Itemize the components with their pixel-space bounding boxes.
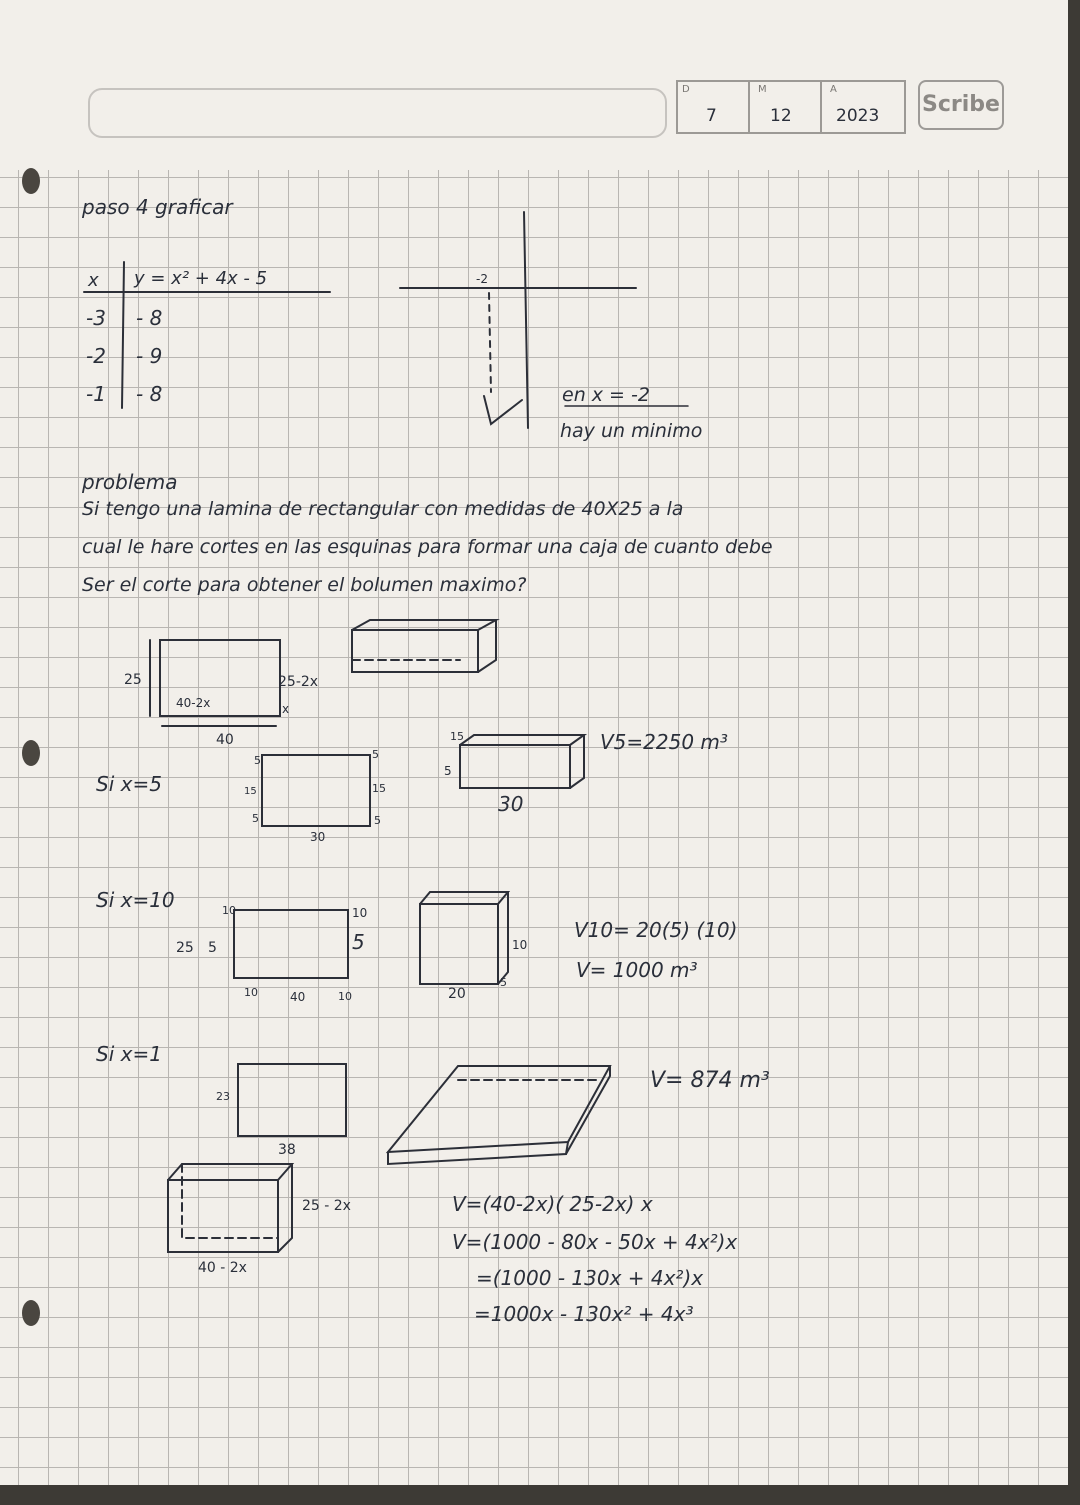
table-row-x: -1 [86,382,106,406]
case5-box-top-label: 15 [450,730,464,743]
table-header-y: y = x² + 4x - 5 [134,268,268,289]
table-row-y: - 9 [136,344,163,368]
equation-line-1: V=(40-2x)( 25-2x) x [452,1192,653,1216]
case10-bottom-right: 10 [338,990,352,1003]
box-sketch-top [352,620,496,630]
diagram-side-label: 25 [124,672,142,688]
graph-y-axis [524,212,528,428]
step-title: paso 4 graficar [82,195,233,219]
diagram-bottom-label: 40 [216,732,234,748]
case10-box-bottom-label: 20 [448,986,466,1002]
case10-box-right-label: 5 [500,976,507,989]
case5-box-left-label: 5 [444,764,452,778]
case5-sheet [262,755,370,826]
graph-symmetry-line [489,293,491,392]
case5-corner-top: 5 [254,754,261,767]
case5-left-label: 15 [244,786,257,797]
general-box-hidden [182,1164,278,1238]
scribe-logo: Scribe [918,80,1004,130]
problem-line-1: Si tengo una lamina de rectangular con medidas de 40X25 a la [82,498,684,520]
general-base-label: 40 - 2x [198,1260,247,1276]
problem-heading: problema [82,470,178,494]
table-row-y: - 8 [136,382,163,406]
graph-tick-label: -2 [476,272,488,286]
box-sketch-front [352,630,478,672]
case10-sheet [234,910,348,978]
general-height-label: 25 - 2x [302,1198,351,1214]
case10-right-label: 5 [352,930,365,954]
graph-parabola-vertex [484,396,522,424]
date-day-key: D [682,84,690,95]
case10-corner-top: 10 [222,904,236,917]
problem-line-2: cual le hare cortes en las esquinas para formar una caja de cuanto debe [82,536,773,558]
date-year-value: 2023 [836,106,880,126]
date-year-key: A [830,84,837,95]
case10-label: Si x=10 [96,888,175,912]
case10-corner-top-right: 10 [352,906,368,920]
case1-box-top [388,1066,610,1152]
general-box-front [168,1180,278,1252]
case1-label: Si x=1 [96,1042,162,1066]
case10-left-inner: 5 [208,940,217,956]
case10-volume: V= 1000 m³ [576,958,698,982]
case5-label: Si x=5 [96,772,162,796]
case10-left-outer: 25 [176,940,194,956]
case5-bottom-label: 30 [310,830,326,844]
case5-box-front [460,745,570,788]
note-line-1: en x = -2 [562,384,650,406]
table-row-x: -3 [86,306,106,330]
case1-bottom-label: 38 [278,1142,296,1158]
table-divider [122,262,124,408]
equation-line-2: V=(1000 - 80x - 50x + 4x²)x [452,1230,738,1254]
equation-line-4: =1000x - 130x² + 4x³ [474,1302,694,1326]
table-row-y: - 8 [136,306,163,330]
equation-line-3: =(1000 - 130x + 4x²)x [476,1266,704,1290]
case5-right-label: 15 [372,782,386,795]
case10-bottom-label: 40 [290,990,306,1004]
case1-left-label: 23 [216,1090,230,1103]
note-line-2: hay un minimo [560,420,703,442]
table-header-x: x [88,270,99,291]
date-month-value: 12 [770,106,792,126]
case10-box-top [420,892,508,904]
date-day-value: 7 [706,106,717,126]
case1-box-front [388,1142,568,1164]
case5-corner-bottom: 5 [252,812,259,825]
table-row-x: -2 [86,344,106,368]
case5-volume: V5=2250 m³ [600,730,728,754]
case10-box-front [420,904,498,984]
diagram-right-label: 25-2x [278,674,319,690]
case5-corner-bottom-right: 5 [374,814,381,827]
case1-volume: V= 874 m³ [650,1068,770,1093]
case5-corner-top-right: 5 [372,748,379,761]
case10-box-side [498,892,508,984]
case10-box-side-label: 10 [512,938,528,952]
general-box-top [168,1164,292,1180]
problem-line-3: Ser el corte para obtener el bolumen maximo? [82,574,527,596]
diagram-inner-label: 40-2x [176,696,211,710]
case10-volume-calc: V10= 20(5) (10) [574,918,738,942]
diagram-corner-label: x [282,702,290,716]
date-month-key: M [758,84,767,95]
case5-box-bottom-label: 30 [498,792,524,816]
case10-bottom-left: 10 [244,986,258,999]
case5-box-top [460,735,584,745]
case1-sheet [238,1064,346,1136]
